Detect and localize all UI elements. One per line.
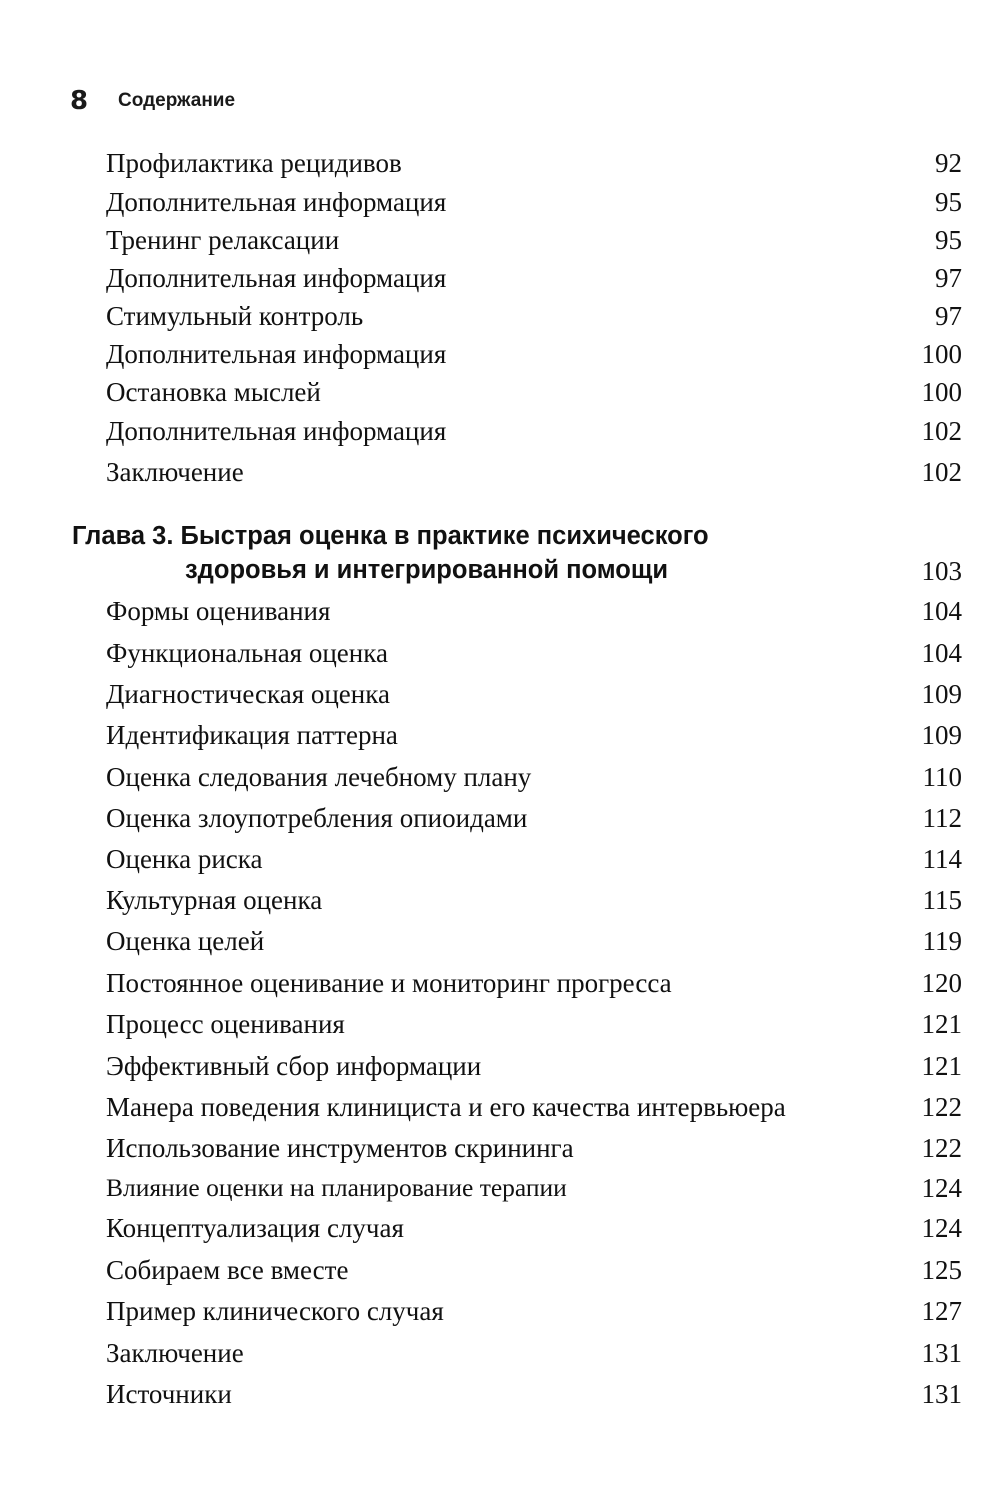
toc-entry-label: Оценка злоупотребления опиоидами bbox=[106, 803, 528, 833]
toc-entry[interactable] bbox=[106, 633, 962, 673]
toc-entry-label: Оценка целей bbox=[106, 926, 265, 956]
toc-entry[interactable] bbox=[106, 1046, 962, 1086]
toc-entry-page: 119 bbox=[922, 926, 962, 956]
toc-entry[interactable] bbox=[106, 798, 962, 838]
toc-entry-label: Диагностическая оценка bbox=[106, 679, 390, 709]
toc-entry-label: Идентификация паттерна bbox=[106, 720, 398, 750]
toc-entry-page: 131 bbox=[921, 1379, 962, 1409]
toc-entry[interactable] bbox=[106, 411, 962, 451]
toc-entry-page: 115 bbox=[922, 885, 962, 915]
toc-entry-page: 131 bbox=[921, 1338, 962, 1368]
toc-entry[interactable] bbox=[106, 1087, 962, 1127]
toc-entry-page: 95 bbox=[935, 187, 962, 217]
toc-entry-label: Процесс оценивания bbox=[106, 1009, 345, 1039]
toc-entry[interactable] bbox=[106, 674, 962, 714]
toc-entry-label: Заключение bbox=[106, 1338, 244, 1368]
toc-entry-label: Манера поведения клинициста и его качества интервьюера bbox=[106, 1092, 786, 1122]
toc-entry-label: Использование инструментов скрининга bbox=[106, 1133, 574, 1163]
toc-entry-label: Профилактика рецидивов bbox=[106, 148, 402, 178]
toc-entry-page: 124 bbox=[921, 1213, 962, 1243]
toc-entry-label: Влияние оценки на планирование терапии bbox=[106, 1173, 567, 1202]
toc-entry-label: Культурная оценка bbox=[106, 885, 323, 915]
toc-entry[interactable] bbox=[106, 1250, 962, 1290]
toc-entry-page: 95 bbox=[935, 225, 962, 255]
toc-entry-label: Дополнительная информация bbox=[106, 416, 447, 446]
toc-entry-label: Функциональная оценка bbox=[106, 638, 388, 668]
toc-entry[interactable] bbox=[106, 143, 962, 183]
toc-entry-label: Формы оценивания bbox=[106, 596, 331, 626]
toc-entry-page: 120 bbox=[921, 968, 962, 998]
toc-entry-label: Дополнительная информация bbox=[106, 263, 447, 293]
toc-entry-label: Остановка мыслей bbox=[106, 377, 321, 407]
toc-entry-page: 114 bbox=[922, 844, 962, 874]
toc-entry-page: 104 bbox=[921, 638, 962, 668]
toc-entry-label: Концептуализация случая bbox=[106, 1213, 404, 1243]
toc-entry-page: 124 bbox=[921, 1173, 962, 1203]
chapter-page: 103 bbox=[921, 556, 962, 586]
toc-entry-page: 125 bbox=[921, 1255, 962, 1285]
toc-entry[interactable] bbox=[106, 757, 962, 797]
chapter-title-line2: здоровья и интегрированной помощи bbox=[185, 556, 669, 584]
toc-entry-page: 92 bbox=[935, 148, 962, 178]
toc-entry-label: Собираем все вместе bbox=[106, 1255, 349, 1285]
toc-entry-label: Оценка риска bbox=[106, 844, 263, 874]
toc-entry-page: 121 bbox=[921, 1051, 962, 1081]
toc-entry-page: 97 bbox=[935, 301, 962, 331]
toc-entry[interactable] bbox=[106, 591, 962, 631]
toc-entry[interactable] bbox=[106, 452, 962, 492]
toc-entry-label: Дополнительная информация bbox=[106, 187, 447, 217]
toc-entry[interactable] bbox=[106, 921, 962, 961]
toc-entry[interactable] bbox=[106, 1168, 962, 1208]
toc-entry[interactable] bbox=[106, 258, 962, 298]
toc-entry[interactable] bbox=[106, 715, 962, 755]
chapter-title-line1: Глава 3. Быстрая оценка в практике психического bbox=[72, 522, 709, 550]
toc-entry[interactable] bbox=[106, 1291, 962, 1331]
toc-entry-page: 127 bbox=[921, 1296, 962, 1326]
toc-entry[interactable] bbox=[106, 220, 962, 260]
toc-entry-page: 100 bbox=[921, 377, 962, 407]
toc-entry-label: Стимульный контроль bbox=[106, 301, 364, 331]
toc-entry-page: 110 bbox=[922, 762, 962, 792]
toc-entry-label: Источники bbox=[106, 1379, 232, 1409]
toc-entry-page: 109 bbox=[921, 720, 962, 750]
toc-entry-label: Заключение bbox=[106, 457, 244, 487]
toc-entry-page: 122 bbox=[921, 1133, 962, 1163]
toc-entry-page: 102 bbox=[921, 457, 962, 487]
toc-entry-page: 102 bbox=[921, 416, 962, 446]
running-header bbox=[70, 86, 235, 116]
toc-entry-label: Постоянное оценивание и мониторинг прогресса bbox=[106, 968, 672, 998]
toc-entry[interactable] bbox=[106, 296, 962, 336]
toc-entry[interactable] bbox=[106, 1208, 962, 1248]
page-number: 8 bbox=[70, 86, 89, 116]
toc-entry[interactable] bbox=[106, 1374, 962, 1414]
toc-entry-page: 122 bbox=[921, 1092, 962, 1122]
toc-entry[interactable] bbox=[106, 334, 962, 374]
toc-entry[interactable] bbox=[106, 1128, 962, 1168]
toc-entry[interactable] bbox=[106, 839, 962, 879]
toc-entry-page: 104 bbox=[921, 596, 962, 626]
toc-entry[interactable] bbox=[106, 963, 962, 1003]
toc-entry-page: 109 bbox=[921, 679, 962, 709]
toc-entry-label: Эффективный сбор информации bbox=[106, 1051, 482, 1081]
toc-entry-label: Тренинг релаксации bbox=[106, 225, 340, 255]
running-title: Содержание bbox=[118, 90, 236, 111]
toc-entry-label: Пример клинического случая bbox=[106, 1296, 444, 1326]
toc-entry[interactable] bbox=[106, 372, 962, 412]
toc-entry-page: 112 bbox=[922, 803, 962, 833]
toc-entry[interactable] bbox=[106, 1333, 962, 1373]
toc-entry-page: 121 bbox=[921, 1009, 962, 1039]
toc-entry-page: 97 bbox=[935, 263, 962, 293]
toc-entry[interactable] bbox=[106, 880, 962, 920]
toc-entry[interactable] bbox=[106, 1004, 962, 1044]
toc-entry-label: Дополнительная информация bbox=[106, 339, 447, 369]
toc-entry-page: 100 bbox=[921, 339, 962, 369]
toc-entry[interactable] bbox=[106, 182, 962, 222]
toc-entry-label: Оценка следования лечебному плану bbox=[106, 762, 532, 792]
